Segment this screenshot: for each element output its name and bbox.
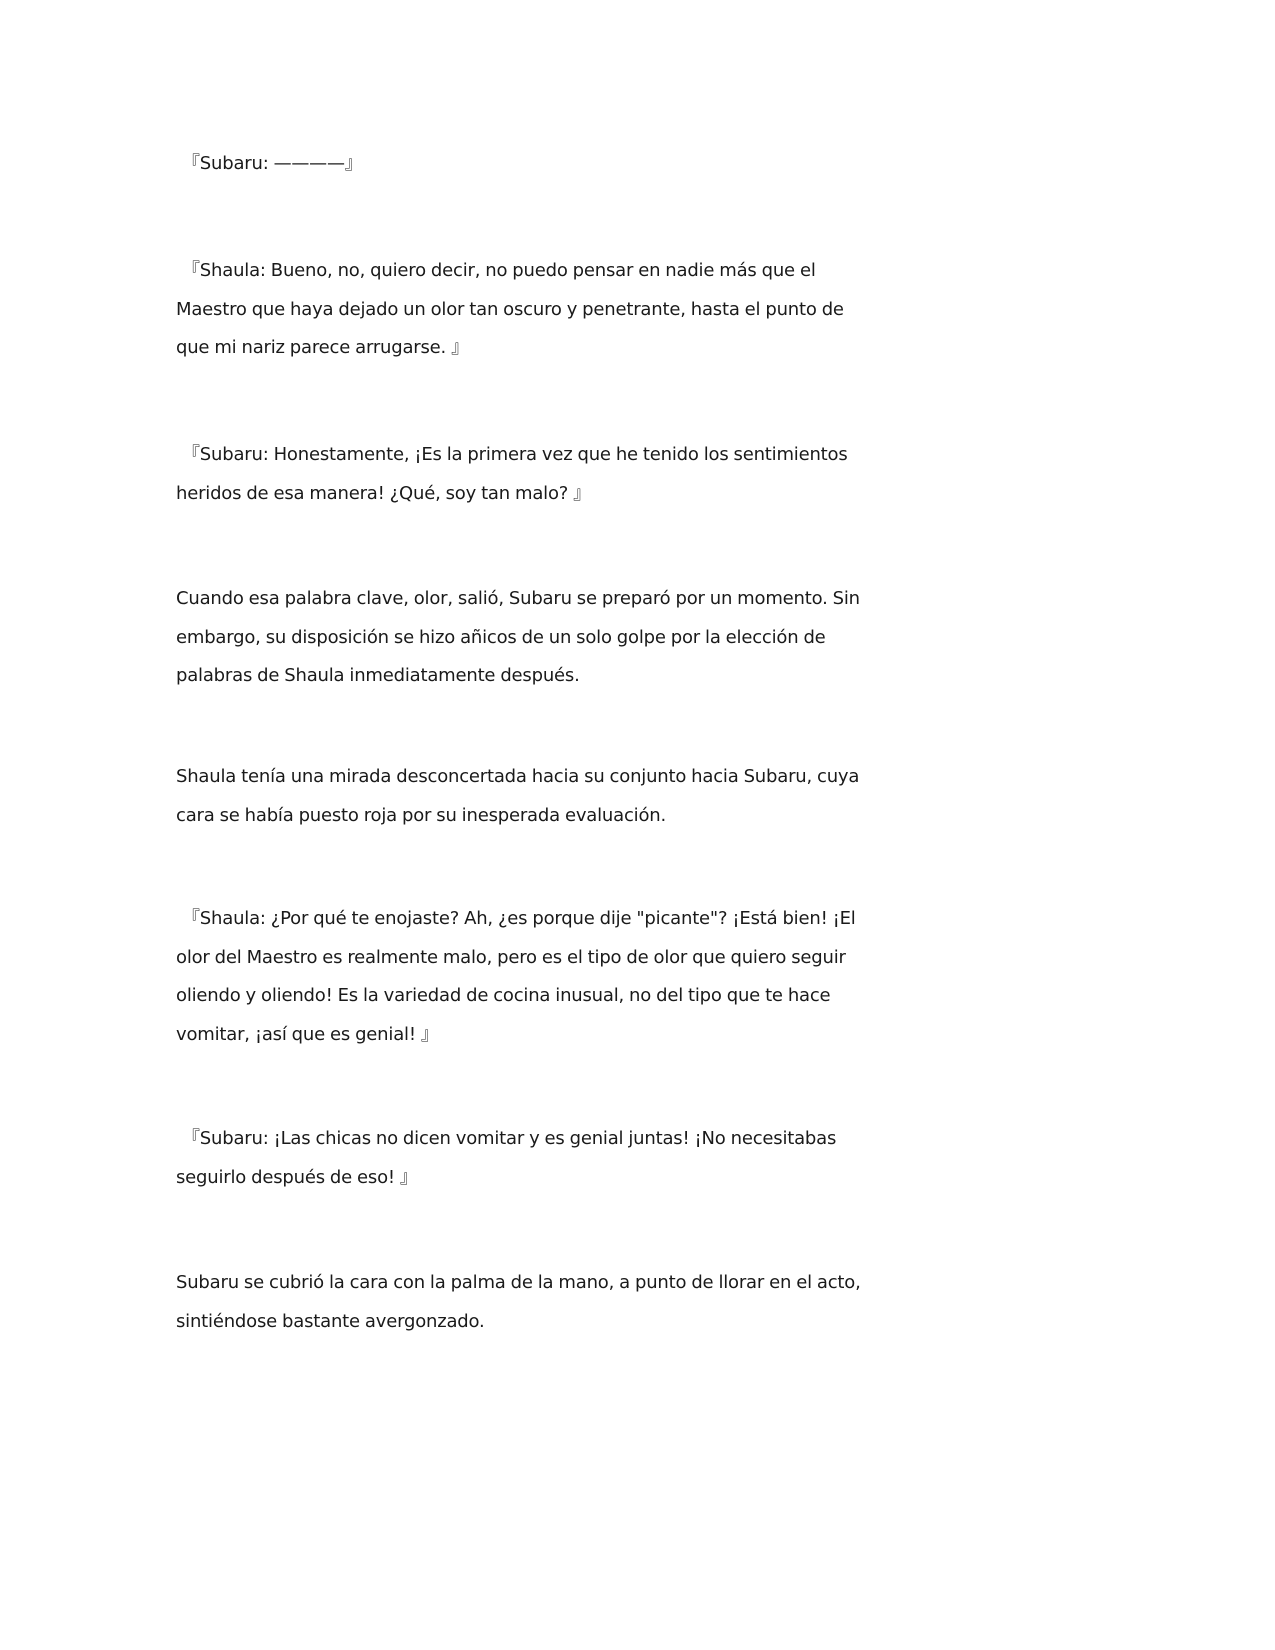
paragraph-shaula-2 bbox=[176, 900, 1096, 1054]
text-line: que mi nariz parece arrugarse. 』 bbox=[176, 337, 469, 358]
paragraph-subaru-2 bbox=[176, 436, 1096, 513]
paragraph-narration-1 bbox=[176, 580, 1096, 696]
text-line: vomitar, ¡así que es genial! 』 bbox=[176, 1023, 439, 1045]
text-line: Shaula tenía una mirada desconcertada hacia su conjunto hacia Subaru, cuya bbox=[176, 766, 860, 787]
text-line: 『Shaula: Bueno, no, quiero decir, no puedo pensar en nadie más que el bbox=[182, 260, 816, 281]
text-line: embargo, su disposición se hizo añicos de un solo golpe por la elección de bbox=[176, 626, 826, 648]
text-line: oliendo y oliendo! Es la variedad de cocina inusual, no del tipo que te hace bbox=[176, 985, 831, 1006]
text-line: cara se había puesto roja por su inesperada evaluación. bbox=[176, 804, 666, 826]
text-line: 『Shaula: ¿Por qué te enojaste? Ah, ¿es porque dije "picante"? ¡Está bien! ¡El bbox=[182, 908, 856, 929]
text-line: olor del Maestro es realmente malo, pero es el tipo de olor que quiero seguir bbox=[176, 946, 846, 968]
paragraph-narration-2 bbox=[176, 758, 1096, 835]
text-line: sintiéndose bastante avergonzado. bbox=[176, 1310, 485, 1332]
text-line: heridos de esa manera! ¿Qué, soy tan malo? 』 bbox=[176, 482, 591, 504]
text-line: palabras de Shaula inmediatamente después. bbox=[176, 665, 580, 686]
text-line: Cuando esa palabra clave, olor, salió, Subaru se preparó por un momento. Sin bbox=[176, 588, 860, 609]
text-line: Subaru se cubrió la cara con la palma de la mano, a punto de llorar en el acto, bbox=[176, 1272, 861, 1293]
paragraph-narration-3 bbox=[176, 1264, 1096, 1341]
text-line: 『Subaru: ————』 bbox=[182, 153, 363, 174]
text-line: Maestro que haya dejado un olor tan oscuro y penetrante, hasta el punto de bbox=[176, 298, 844, 320]
text-line: 『Subaru: ¡Las chicas no dicen vomitar y es genial juntas! ¡No necesitabas bbox=[182, 1128, 837, 1149]
paragraph-subaru-3 bbox=[176, 1120, 1096, 1197]
text-line: seguirlo después de eso! 』 bbox=[176, 1166, 418, 1188]
paragraph-subaru-1 bbox=[176, 145, 1096, 184]
text-line: 『Subaru: Honestamente, ¡Es la primera vez que he tenido los sentimientos bbox=[182, 444, 848, 465]
paragraph-shaula-1 bbox=[176, 252, 1096, 368]
